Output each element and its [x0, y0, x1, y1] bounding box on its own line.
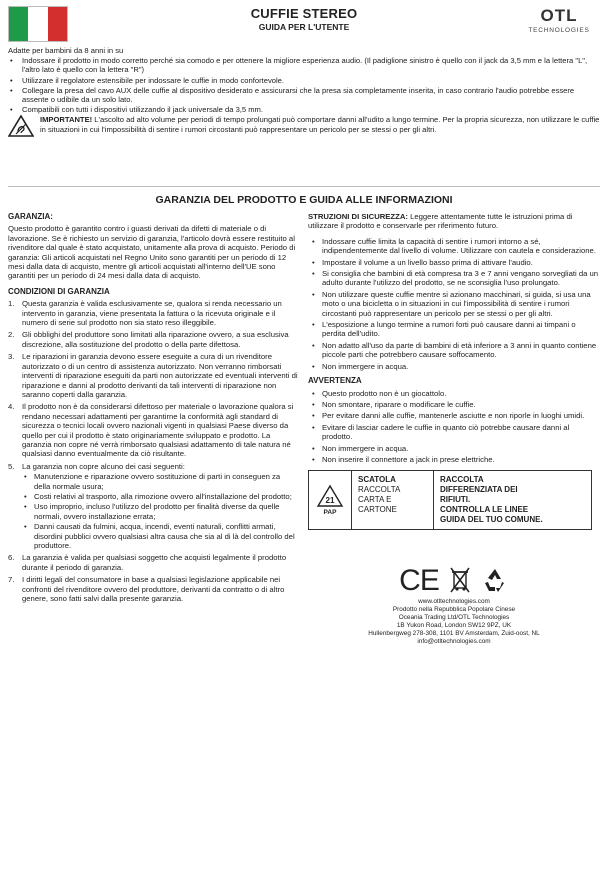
collection-line: RIFIUTI.	[440, 495, 471, 505]
condizioni-heading: CONDIZIONI DI GARANZIA	[8, 286, 110, 296]
list-item: • Indossare il prodotto in modo corretto perché sia comodo e per ottenere la migliore esperienza audio. (Il padiglione sinistro è quello con il jack da 3,5 mm e la lettera "L", l'altro lato è quello con la lettera "R")	[8, 56, 600, 74]
material-line: CARTONE	[358, 505, 397, 515]
warning-text	[40, 115, 600, 133]
logo-mark: OTL	[540, 6, 578, 25]
item-number: 6.	[8, 553, 15, 563]
material-line: CARTA E	[358, 495, 392, 505]
list-item: • Questo prodotto non è un giocattolo.	[308, 389, 600, 398]
sicurezza-heading: STRUZIONI DI SICUREZZA:	[308, 212, 408, 221]
item-number: 1.	[8, 299, 15, 309]
exclusions-list	[22, 472, 298, 550]
material-line: RACCOLTA	[358, 485, 401, 495]
collection-line: DIFFERENZIATA DEI	[440, 485, 518, 495]
list-item: • Non smontare, riparare o modificare le cuffie.	[308, 400, 600, 409]
list-item: • Danni causati da fulmini, acqua, incendi, eventi naturali, conflitti armati, disordini pubblici ovvero qualsiasi altra causa che sia al di là del controllo del produttore.	[22, 522, 298, 550]
list-item	[8, 402, 298, 458]
sicurezza-list	[308, 237, 600, 371]
list-item: • Compatibili con tutti i dispositivi utilizzando il jack universale da 3,5 mm.	[8, 105, 600, 114]
list-item: • Non immergere in acqua.	[308, 362, 600, 371]
weee-bin-icon	[449, 566, 471, 594]
otl-logo	[524, 6, 594, 34]
garanzia-heading: GARANZIA:	[8, 212, 53, 221]
collection-cell	[434, 471, 591, 529]
recycling-table	[308, 470, 592, 530]
sicurezza-intro: Leggere attentamente tutte le istruzioni prima di utilizzare il prodotto e conservarle per riferimento futuro.	[308, 212, 573, 231]
pap-label: PAP	[323, 508, 337, 516]
footer-line: Prodotto nella Repubblica Popolare Cinese	[392, 606, 516, 614]
list-item: • Per evitare danni alle cuffie, mantenerle asciutte e non riporle in luoghi umidi.	[308, 411, 600, 420]
list-item: • Non utilizzare queste cuffie mentre si azionano macchinari, si guida, si usa una moto o una bicicletta o in situazioni in cui l'impossibilità di sentire i rumori circostanti può rappresentare un pericolo per se stessi o per gli altri.	[308, 290, 600, 318]
avvertenza-heading: AVVERTENZA	[308, 376, 362, 386]
footer-email: info@otltechnologies.com	[417, 638, 491, 646]
footer-line: Hullenbergweg 278-308, 1101 BV Amsterdam, Zuid-oost, NL	[368, 630, 540, 638]
list-item	[8, 575, 298, 603]
list-item: • Non immergere in acqua.	[308, 444, 600, 453]
recycle-icon	[481, 566, 509, 594]
list-item: • Non inserire il connettore a jack in prese elettriche.	[308, 455, 600, 464]
condizioni-list	[8, 299, 298, 603]
item-number: 7.	[8, 575, 15, 585]
pap-code: 21	[325, 495, 335, 505]
hearing-warning-icon	[8, 115, 34, 137]
intro-lead: Adatte per bambini da 8 anni in su	[8, 46, 124, 55]
item-text: Le riparazioni in garanzia devono essere eseguite a cura di un rivenditore autorizzato o di un centro di assistenza autorizzato. Non verranno rimborsati interventi di riparazione eseguiti da parti non autorizzate ed eventuali interventi di riparazione e danni al prodotto derivanti da tali interventi di riparazione non saranno coperti dalla garanzia.	[22, 352, 298, 399]
list-item	[8, 352, 298, 399]
left-column	[8, 212, 298, 606]
list-item: • Manutenzione e riparazione ovvero sostituzione di parti in conseguen za della normale usura;	[22, 472, 298, 491]
list-item	[8, 553, 298, 572]
item-number: 2.	[8, 330, 15, 340]
company-footer	[308, 598, 600, 646]
footer-line: Oceania Trading Ltd/OTL Technologies	[398, 614, 510, 622]
list-item: • Evitare di lasciar cadere le cuffie in quanto ciò potrebbe causare danni al prodotto.	[308, 423, 600, 442]
item-number: 3.	[8, 352, 15, 362]
section-divider	[8, 186, 600, 187]
page-subtitle: GUIDA PER L'UTENTE	[258, 22, 350, 32]
material-title: SCATOLA	[358, 475, 396, 485]
certification-marks	[308, 563, 600, 597]
item-text: La garanzia è valida per qualsiasi soggetto che acquisti legalmente il prodotto durante il periodo di garanzia.	[22, 553, 287, 572]
hearing-warning	[8, 115, 600, 137]
list-item: • Collegare la presa del cavo AUX delle cuffie al dispositivo desiderato e assicurarsi che la presa sia completamente inserita, in caso contrario l'audio potrebbe essere assente o udibile da un solo lato.	[8, 86, 600, 104]
pap-code-cell	[309, 471, 352, 529]
item-text: La garanzia non copre alcuno dei casi seguenti:	[22, 461, 185, 471]
list-item	[8, 330, 298, 349]
right-column	[308, 212, 600, 646]
list-item: • Indossare cuffie limita la capacità di sentire i rumori intorno a sé, indipendentemente dal livello di volume. Utilizzare con cautela e considerazione.	[308, 237, 600, 256]
list-item	[8, 299, 298, 327]
intro-bullets	[8, 56, 600, 114]
list-item: • L'esposizione a lungo termine a rumori forti può causare danni ai timpani o perdita dell'udito.	[308, 320, 600, 339]
item-text: Il prodotto non è da considerarsi difettoso per materiale o lavorazione qualora si rendano necessari adattamenti per garantirne la conformità agli standard di sicurezza o tecnici locali ovvero nazionali vigenti in qualsiasi Paese diverso da quello per cui il prodotto è stato originariamente sviluppato e prodotto. La garanzia non copre né verrà rimborsato qualsiasi adattamento di tale natura né qualsiasi danno eventualmente da ciò risultante.	[22, 402, 294, 459]
logo-subtext: TECHNOLOGIES	[528, 27, 590, 34]
recycling-triangle-icon	[316, 484, 344, 508]
warning-body: L'ascolto ad alto volume per periodi di tempo prolungati può comportare danni all'udito a lungo termine. Per la propria sicurezza, non utilizzare le cuffie in situazioni in cui l'impossibilità di sentire i rumori circostanti può rappresentare un pericolo per se stessi o per gli altri.	[40, 115, 600, 134]
list-item: • Non adatto all'uso da parte di bambini di età inferiore a 3 anni in quanto contiene piccole parti che potrebbero causare soffocamento.	[308, 341, 600, 360]
garanzia-text: Questo prodotto è garantito contro i guasti derivati da difetti di materiale o di lavorazione. Se è richiesto un servizio di garanzia, l'articolo dovrà essere restituito al rivenditore dal quale è stato acquistato, unitamente alla prova di acquisto. Periodo di garanzia: Gli articoli acquistati nel Regno Unito sono garantiti per un periodo di 12 mesi dalla data di acquisto, mentre gli articoli acquistati all'interno dell'UE sono garantiti per un periodo di 24 mesi dalla data di acquisto.	[8, 224, 296, 281]
list-item: • Impostare il volume a un livello basso prima di attivare l'audio.	[308, 258, 600, 267]
collection-line: CONTROLLA LE LINEE	[440, 505, 529, 515]
list-item: • Costi relativi al trasporto, alla rimozione ovvero all'installazione del prodotto;	[22, 492, 298, 501]
footer-line: 1B Yukon Road, London SW12 9PZ, UK	[396, 622, 512, 630]
footer-website: www.otltechnologies.com	[418, 598, 490, 606]
item-text: I diritti legali del consumatore in base a qualsiasi legislazione applicabile nei confronti del rivenditore ovvero del produttore, derivanti da contratto o di altro genere, sono fatti salvi dalla presente garanzia.	[22, 575, 285, 604]
list-item: • Si consiglia che bambini di età compresa tra 3 e 7 anni vengano sorvegliati da un adulto durante l'utilizzo del prodotto, se ne sconsiglia l'uso prolungato.	[308, 269, 600, 288]
list-item: • Utilizzare il regolatore estensibile per indossare le cuffie in modo confortevole.	[8, 76, 600, 85]
sicurezza-paragraph	[308, 212, 600, 231]
section-title: GARANZIA DEL PRODOTTO E GUIDA ALLE INFORMAZIONI	[155, 194, 453, 206]
item-text: Gli obblighi del produttore sono limitati alla riparazione ovvero, a sua esclusiva discrezione, alla sostituzione del prodotto o della parte difettosa.	[22, 330, 289, 349]
page-title: CUFFIE STEREO	[250, 6, 358, 21]
avvertenza-list	[308, 389, 600, 465]
item-number: 5.	[8, 461, 15, 471]
ce-mark-icon: CE	[399, 563, 439, 597]
warning-bold: IMPORTANTE!	[40, 115, 93, 125]
collection-line: GUIDA DEL TUO COMUNE.	[440, 515, 543, 525]
list-item: • Uso improprio, incluso l'utilizzo del prodotto per finalità diverse da quelle normali, ovvero installazione errata;	[22, 502, 298, 521]
item-number: 4.	[8, 402, 15, 412]
item-text: Questa garanzia è valida esclusivamente se, qualora si renda necessario un intervento in garanzia, viene presentata la fattura o la ricevuta originale e il numero di serie sul prodotto non sia stato reso illeggibile.	[22, 299, 282, 328]
material-cell	[352, 471, 434, 529]
collection-line: RACCOLTA	[440, 475, 484, 485]
list-item	[8, 462, 298, 551]
intro-section	[8, 46, 600, 137]
